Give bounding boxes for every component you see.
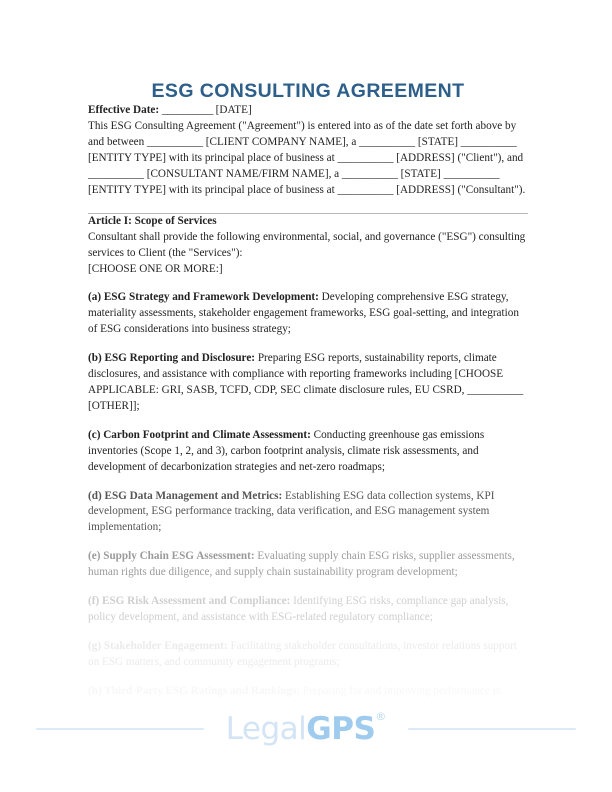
service-item [88,549,528,581]
service-item [88,594,528,626]
intro-paragraph: This ESG Consulting Agreement ("Agreement") is entered into as of the date set forth above by and between __________ [CLIENT COMPANY NAME], a __________ [STATE] __________ [ENTITY TYPE] with its principal place of business at __________ [ADDRESS] ("Client"), and __________ [CONSULTANT NAME/FIRM NAME], a __________ [STATE] __________ [ENTITY TYPE] with its principal place of business at __________ [ADDRESS] ("Consultant"). [88,120,526,196]
service-item-term: (e) Supply Chain ESG Assessment: [88,550,255,563]
service-item [88,428,528,476]
legalgps-logo [225,710,387,747]
service-item [88,489,528,537]
service-item [88,290,528,338]
effective-date-line [88,103,528,119]
article-heading: Article I: Scope of Services [88,214,217,227]
service-item-term: (f) ESG Risk Assessment and Compliance: [88,595,291,608]
service-item-text: Conducting greenhouse gas emissions inventories (Scope 1, 2, and 3), carbon footprint analysis, climate risk assessments, and development of decarbonization strategies and net-zero roadmaps; [88,428,485,473]
registered-mark-icon: ® [375,710,387,724]
document-content [88,0,528,711]
footer-watermark [0,706,612,752]
service-item-term: (h) Third-Party ESG Ratings and Rankings: [88,684,301,697]
service-item-text: Establishing ESG data collection systems, KPI development, ESG performance tracking, data verification, and ESG management system implementation; [88,489,495,534]
page-title: ESG CONSULTING AGREEMENT [151,80,465,102]
service-item-text: Developing comprehensive ESG strategy, materiality assessments, stakeholder engagement frameworks, ESG goal-setting, and integration of ESG considerations into business strategy; [88,291,519,336]
service-item-text: Identifying ESG risks, compliance gap analysis, policy development, and assistance with ESG-related regulatory compliance; [88,595,509,623]
service-item-text: Evaluating supply chain ESG risks, supplier assessments, human rights due diligence, and supply chain sustainability program development; [88,550,515,579]
logo-rule-left [36,728,204,730]
effective-date-placeholder: [DATE] [215,104,252,117]
service-item-term: (c) Carbon Footprint and Climate Assessment: [88,428,311,441]
service-item-text: Preparing for and improving performance in [302,684,502,697]
effective-date-blank: __________ [161,104,213,117]
service-item-term: (g) Stakeholder Engagement: [88,639,228,652]
service-item-term: (b) ESG Reporting and Disclosure: [88,352,256,365]
service-item-text: Preparing ESG reports, sustainability reports, climate disclosures, and assistance with compliance with reporting frameworks including [CHOOSE APPLICABLE: GRI, SASB, TCFD, CDP, SEC climate disclosure rules, EU CSRD, __________ [OTHER]]; [88,352,524,412]
logo-rule-right [408,728,576,730]
service-item-term: (a) ESG Strategy and Framework Development: [88,291,319,304]
service-item-text: Facilitating stakeholder consultations, investor relations support on ESG matters, and community engagement programs; [88,639,517,668]
service-item [88,351,528,415]
service-item [88,639,528,671]
article-lead-paragraph: Consultant shall provide the following environmental, social, and governance ("ESG") consulting services to Client (the "Services"): [88,230,526,259]
choose-instruction: [CHOOSE ONE OR MORE:] [88,262,223,275]
effective-date-label: Effective Date: [88,104,160,117]
logo-legal-text: Legal [225,710,307,747]
service-item-term: (d) ESG Data Management and Metrics: [88,489,283,502]
logo-gps-text: GPS [306,710,376,747]
service-item [88,684,528,700]
